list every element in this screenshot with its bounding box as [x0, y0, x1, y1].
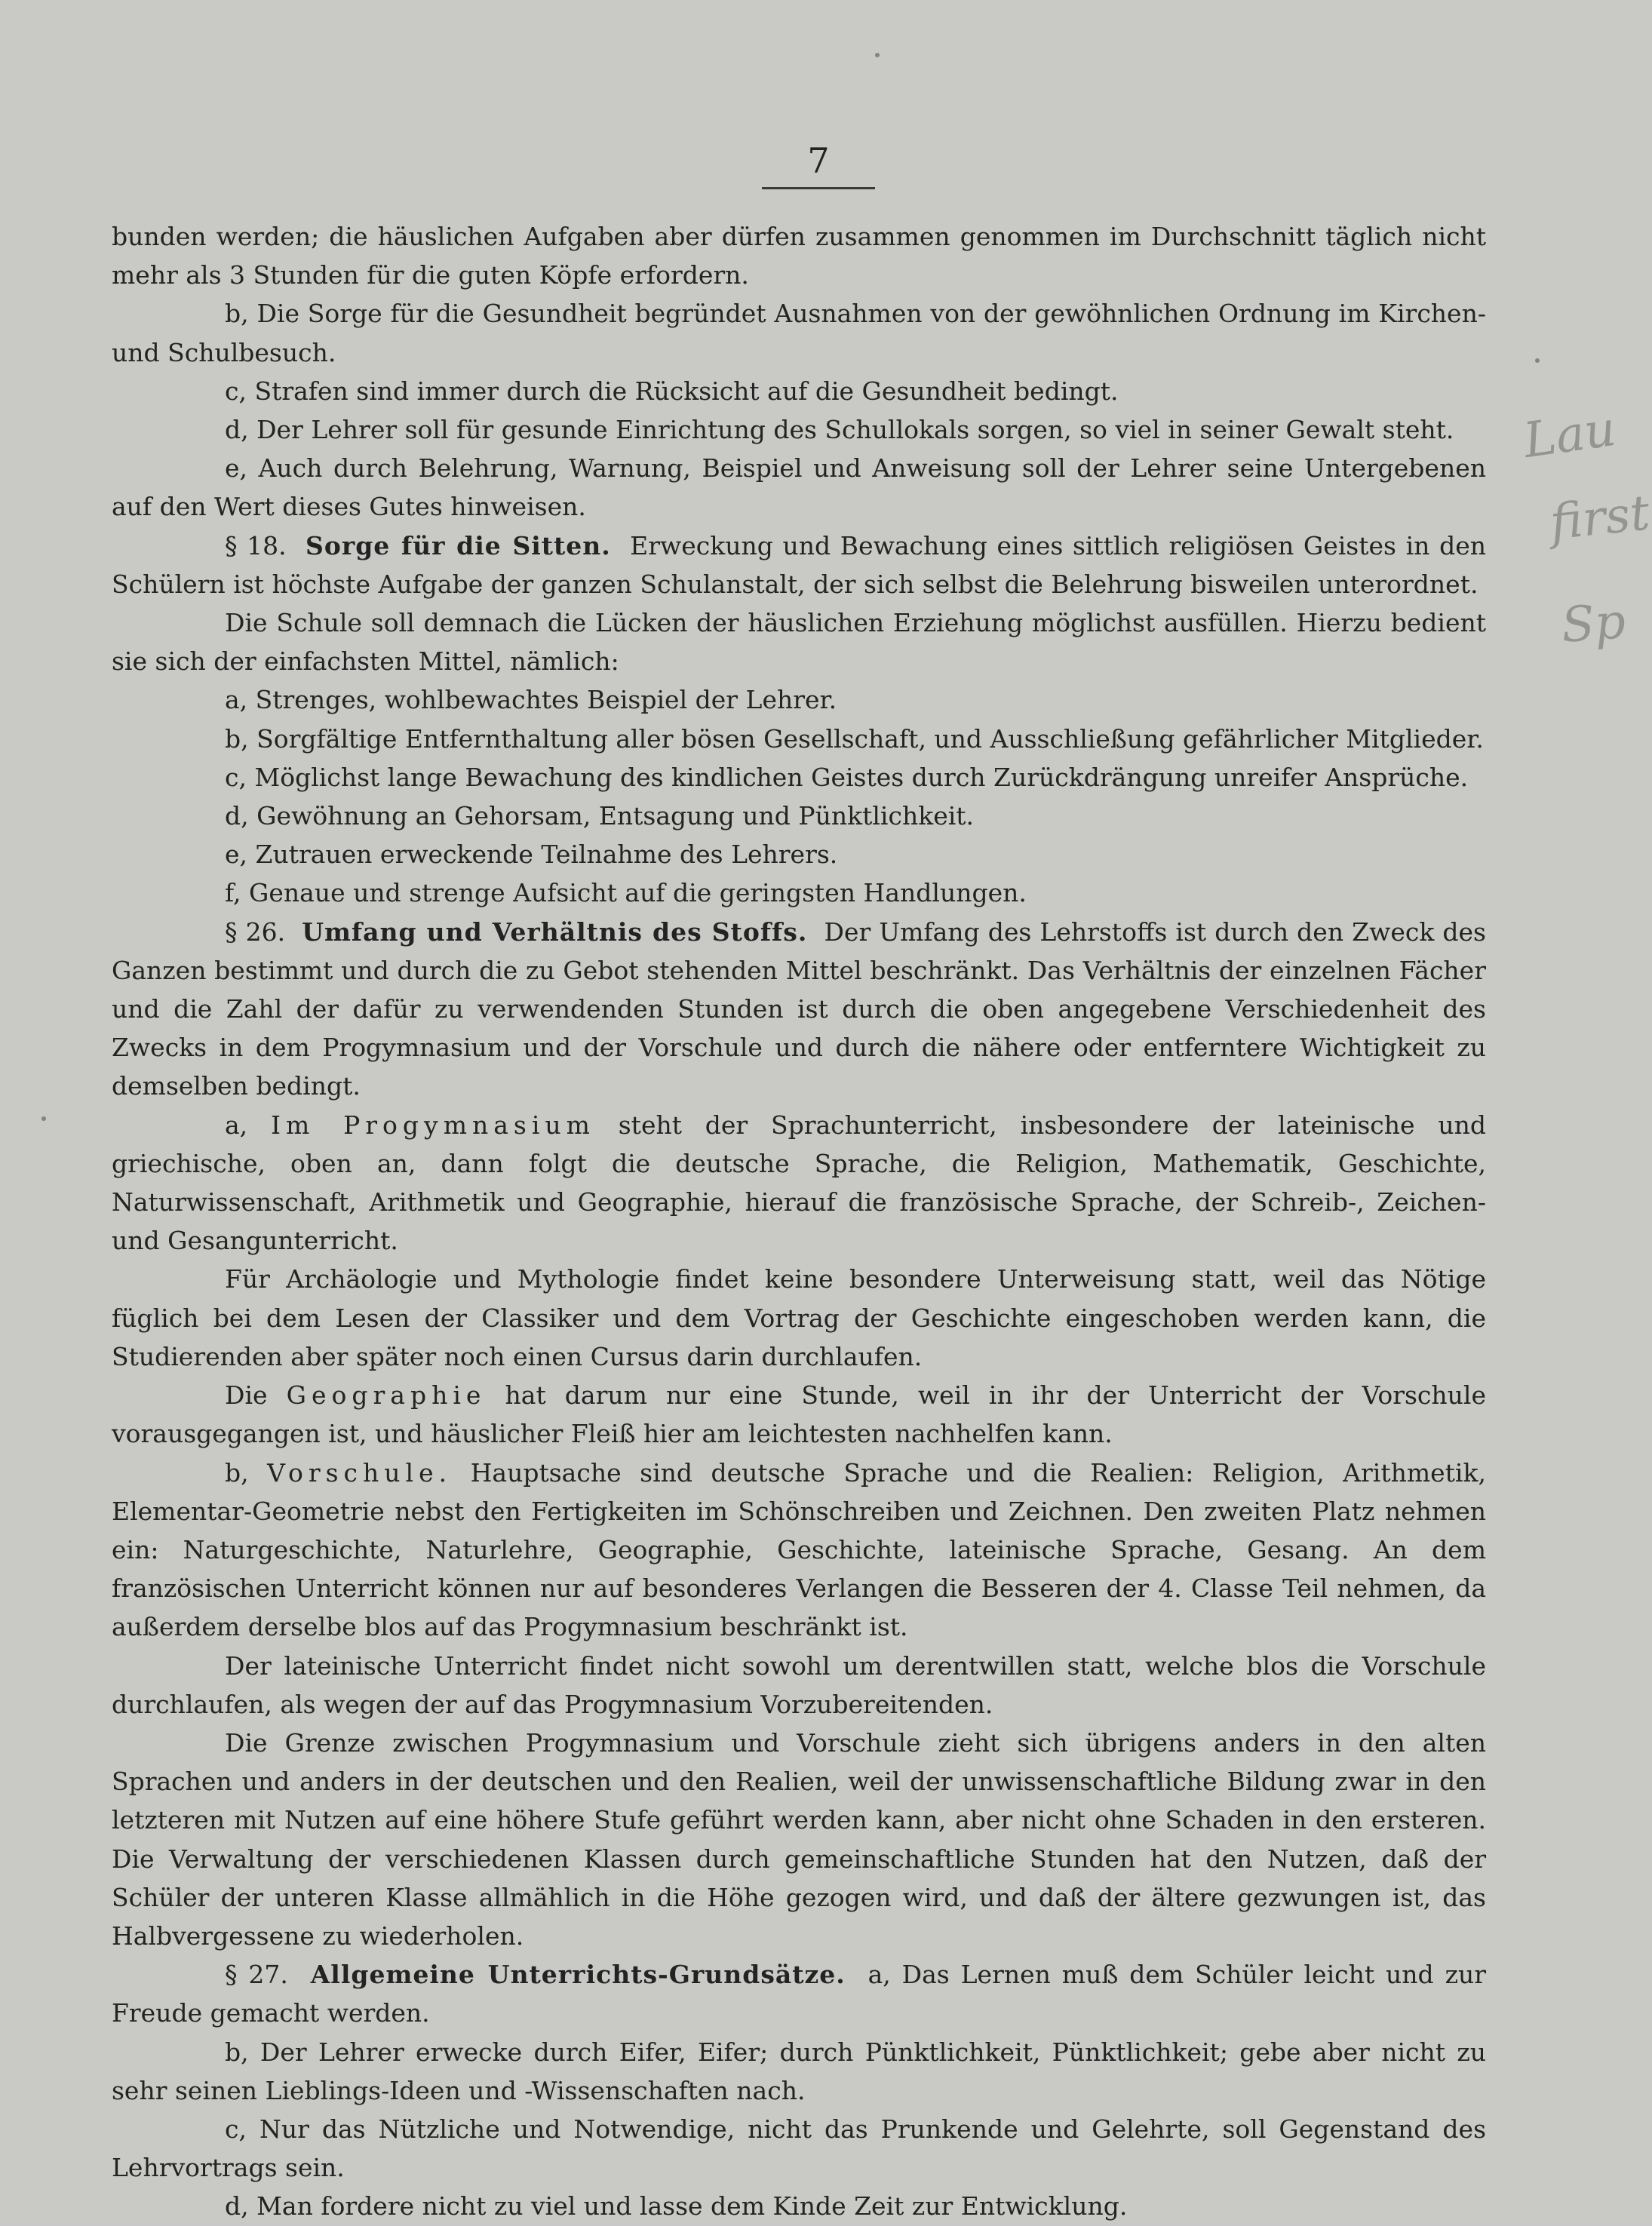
list-item: c, Nur das Nützliche und Notwendige, nicht das Prunkende und Gelehrte, soll Gegenstand des Lehrvortrags sein.	[112, 2114, 1486, 2183]
spaced-term: Im Progymnasium	[270, 1110, 595, 1140]
section-heading: Sorge für die Sitten.	[305, 530, 611, 560]
spaced-term: Geographie	[286, 1380, 487, 1411]
item-prefix: a,	[225, 1110, 248, 1140]
list-item: a, Strenges, wohlbewachtes Beispiel der Lehrer.	[225, 685, 837, 715]
item-prefix: Die	[225, 1380, 268, 1411]
paper-speck	[41, 1116, 46, 1121]
section-26	[112, 913, 1486, 1106]
list-item: b, Sorgfältige Entfernthaltung aller bösen Gesellschaft, und Ausschließung gefährlicher Mitglieder.	[225, 723, 1484, 754]
section-text: Erweckung und Bewachung eines sittlich religiösen Geistes in den Schülern ist höchste Aufgabe der ganzen Schulanstalt, der sich selbst die Belehrung bisweilen unterordnet.	[112, 530, 1486, 599]
paragraph: Für Archäologie und Mythologie findet keine besondere Unterweisung statt, weil das Nötige füglich bei dem Lesen der Classiker und dem Vortrag der Geschichte eingeschoben werden kann, die Studierenden aber später noch einen Cursus darin durchlaufen.	[112, 1264, 1486, 1371]
paragraph-text: hat darum nur eine Stunde, weil in ihr der Unterricht der Vorschule vorausgegangen ist, und häuslicher Fleiß hier am leichtesten nachhelfen kann.	[112, 1380, 1486, 1449]
paragraph: bunden werden; die häuslichen Aufgaben aber dürfen zusammen genommen im Durchschnitt täglich nicht mehr als 3 Stunden für die guten Köpfe erfordern.	[112, 222, 1486, 290]
list-item: b, Der Lehrer erwecke durch Eifer, Eifer; durch Pünktlichkeit, Pünktlichkeit; gebe aber nicht zu sehr seinen Lieblings-Ideen und -Wissenschaften nach.	[112, 2037, 1486, 2105]
section-number: § 27.	[225, 1960, 288, 1990]
paragraph-text: Hauptsache sind deutsche Sprache und die Realien: Religion, Arithmetik, Elementar-Geometrie nebst den Fertigkeiten im Schönschreiben und Zeichnen. Den zweiten Platz nehmen ein: Naturgeschichte, Naturlehre, Geographie, Geschichte, lateinische Sprache, Gesang. An dem französischen Unterricht können nur auf besonderes Verlangen die Besseren der 4. Classe Teil nehmen, da außerdem derselbe blos auf das Progymnasium beschränkt ist.	[112, 1457, 1486, 1642]
section-text: a, Das Lernen muß dem Schüler leicht und zur Freude gemacht werden.	[112, 1960, 1486, 2028]
paragraph	[112, 1376, 1486, 1453]
item-prefix: b,	[225, 1457, 249, 1488]
paragraph: e, Auch durch Belehrung, Warnung, Beispiel und Anweisung soll der Lehrer seine Untergebenen auf den Wert dieses Gutes hinweisen.	[112, 453, 1486, 522]
section-heading: Umfang und Verhältnis des Stoffs.	[302, 916, 808, 947]
list-item: c, Möglichst lange Bewachung des kindlichen Geistes durch Zurückdrängung unreifer Ansprüche.	[225, 762, 1469, 792]
section-heading: Allgemeine Unterrichts-Grundsätze.	[310, 1960, 846, 1990]
paragraph	[112, 1106, 1486, 1260]
paragraph: Der lateinische Unterricht findet nicht sowohl um derentwillen statt, welche blos die Vorschule durchlaufen, als wegen der auf das Progymnasium Vorzubereitenden.	[112, 1650, 1486, 1719]
section-text: Der Umfang des Lehrstoffs ist durch den Zweck des Ganzen bestimmt und durch die zu Gebot stehenden Mittel beschränkt. Das Verhältnis der einzelnen Fächer und die Zahl der dafür zu verwendenden Stunden ist durch die oben angegebene Verschiedenheit des Zwecks in dem Progymnasium und der Vorschule und durch die nähere oder entferntere Wichtigkeit zu demselben bedingt.	[112, 916, 1486, 1101]
list-item: d, Gewöhnung an Gehorsam, Entsagung und Pünktlichkeit.	[225, 801, 975, 831]
section-18	[112, 527, 1486, 603]
section-number: § 18.	[225, 530, 287, 560]
section-number: § 26.	[225, 916, 286, 947]
list-item: e, Zutrauen erweckende Teilnahme des Lehrers.	[225, 840, 838, 870]
spaced-term: Vorschule.	[267, 1457, 453, 1488]
list-item: d, Man fordere nicht zu viel und lasse dem Kinde Zeit zur Entwicklung.	[225, 2191, 1128, 2221]
body-text	[112, 217, 1486, 2226]
paragraph: Die Schule soll demnach die Lücken der häuslichen Erziehung möglichst ausfüllen. Hierzu bedient sie sich der einfachsten Mittel, nämlich:	[112, 608, 1486, 677]
paragraph: d, Der Lehrer soll für gesunde Einrichtung des Schullokals sorgen, so viel in seiner Gewalt steht.	[225, 415, 1454, 445]
paragraph-text: steht der Sprachunterricht, insbesondere der lateinische und griechische, oben an, dann folgt die deutsche Sprache, die Religion, Mathematik, Geschichte, Naturwissenschaft, Arithmetik und Geographie, hierauf die französische Sprache, der Schreib-, Zeichen- und Gesangunterricht.	[112, 1110, 1486, 1256]
list-item: f, Genaue und strenge Aufsicht auf die geringsten Handlungen.	[225, 878, 1027, 908]
paper-speck	[1535, 358, 1540, 363]
paragraph	[112, 1454, 1486, 1647]
paragraph: Die Grenze zwischen Progymnasium und Vorschule zieht sich übrigens anders in den alten Sprachen und anders in der deutschen und den Realien, weil der unwissenschaftliche Bildung zwar in den letzteren mit Nutzen auf eine höhere Stufe geführt werden kann, aber nicht ohne Schaden in den ersteren. Die Verwaltung der verschiedenen Klassen durch gemeinschaftliche Stunden hat den Nutzen, daß der Schüler der unteren Klasse allmählich in die Höhe gezogen wird, und daß der ältere gezwungen ist, das Halbvergessene zu wiederholen.	[112, 1727, 1486, 1951]
page-number: 7	[807, 140, 830, 181]
section-27	[112, 1955, 1486, 2032]
handwritten-margin-note: Lau	[1520, 401, 1620, 470]
handwritten-margin-note: first	[1547, 485, 1652, 551]
handwritten-margin-note: Sp	[1559, 594, 1628, 654]
paper-speck	[875, 53, 880, 57]
page-number-rule	[762, 187, 875, 189]
paragraph: c, Strafen sind immer durch die Rücksicht auf die Gesundheit bedingt.	[225, 376, 1119, 406]
paragraph: b, Die Sorge für die Gesundheit begründet Ausnahmen von der gewöhnlichen Ordnung im Kirchen- und Schulbesuch.	[112, 299, 1486, 367]
